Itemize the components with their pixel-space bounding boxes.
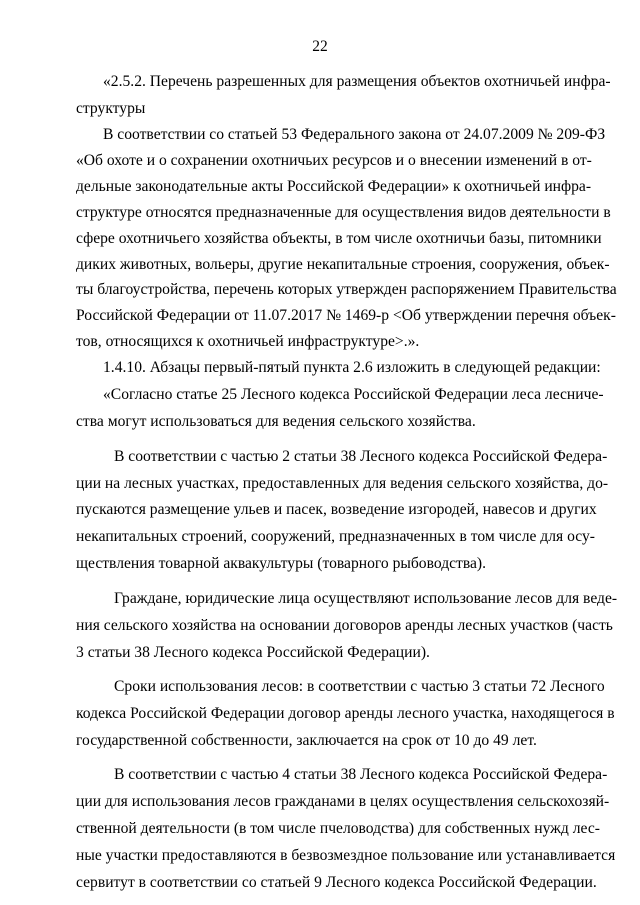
text-line: Сроки использования лесов: в соответствии с частью 3 статьи 72 Лесного — [114, 678, 605, 696]
text-line: 1.4.10. Абзацы первый-пятый пункта 2.6 изложить в следующей редакции: — [103, 359, 601, 377]
text-line: «Согласно статье 25 Лесного кодекса Российской Федерации леса лесниче- — [103, 386, 604, 404]
text-line: сервитут в соответствии со статьей 9 Лесного кодекса Российской Федерации. — [76, 874, 597, 891]
text-line: некапитальных строений, сооружений, предназначенных в том числе для осу- — [76, 528, 595, 546]
text-line: сфере охотничьего хозяйства объекты, в том числе охотничьи базы, питомники — [76, 229, 602, 247]
text-line: структуры — [76, 99, 146, 117]
text-line: ты благоустройства, перечень которых утвержден распоряжением Правительства — [76, 281, 617, 299]
text-line: Российской Федерации от 11.07.2017 № 1469-р <Об утверждении перечня объек- — [76, 307, 616, 325]
text-line: 3 статьи 38 Лесного кодекса Российской Федерации). — [76, 643, 430, 661]
text-line: кодекса Российской Федерации договор аренды лесного участка, находящегося в — [76, 705, 615, 722]
text-line: ществления товарной аквакультуры (товарного рыбоводства). — [76, 555, 487, 573]
text-line: В соответствии с частью 4 статьи 38 Лесного кодекса Российской Федера- — [114, 766, 608, 784]
text-line: государственной собственности, заключается на срок от 10 до 49 лет. — [76, 731, 537, 749]
text-line: ции для использования лесов гражданами в целях осуществления сельскохозяй- — [76, 793, 610, 811]
text-line: ственной деятельности (в том числе пчеловодства) для собственных нужд лес- — [76, 820, 600, 838]
page-number: 22 — [312, 38, 328, 55]
text-line: В соответствии со статьей 53 Федерального закона от 24.07.2009 № 209-ФЗ — [103, 125, 606, 143]
text-line: диких животных, вольеры, другие некапитальные строения, сооружения, объек- — [76, 255, 610, 273]
text-line: дельные законодательные акты Российской Федерации» к охотничьей инфра- — [76, 177, 592, 195]
text-line: структуре относятся предназначенные для осуществления видов деятельности в — [76, 203, 611, 221]
text-line: «Об охоте и о сохранении охотничьих ресурсов и о внесении изменений в от- — [76, 151, 592, 169]
text-line: В соответствии с частью 2 статьи 38 Лесного кодекса Российской Федера- — [114, 447, 608, 465]
text-line: ции на лесных участках, предоставленных для ведения сельского хозяйства, до- — [76, 474, 609, 492]
text-line: пускаются размещение ульев и пасек, возведение изгородей, навесов и других — [76, 501, 597, 519]
text-line: тов, относящихся к охотничьей инфраструктуре>.». — [76, 333, 420, 351]
text-line: ства могут использоваться для ведения сельского хозяйства. — [76, 413, 476, 430]
text-line: ния сельского хозяйства на основании договоров аренды лесных участков (часть — [76, 616, 613, 634]
text-line: «2.5.2. Перечень разрешенных для размещения объектов охотничьей инфра- — [103, 73, 611, 90]
text-line: ные участки предоставляются в безвозмездное пользование или устанавливается — [76, 847, 616, 865]
text-line: Граждане, юридические лица осуществляют использование лесов для веде- — [114, 589, 618, 607]
